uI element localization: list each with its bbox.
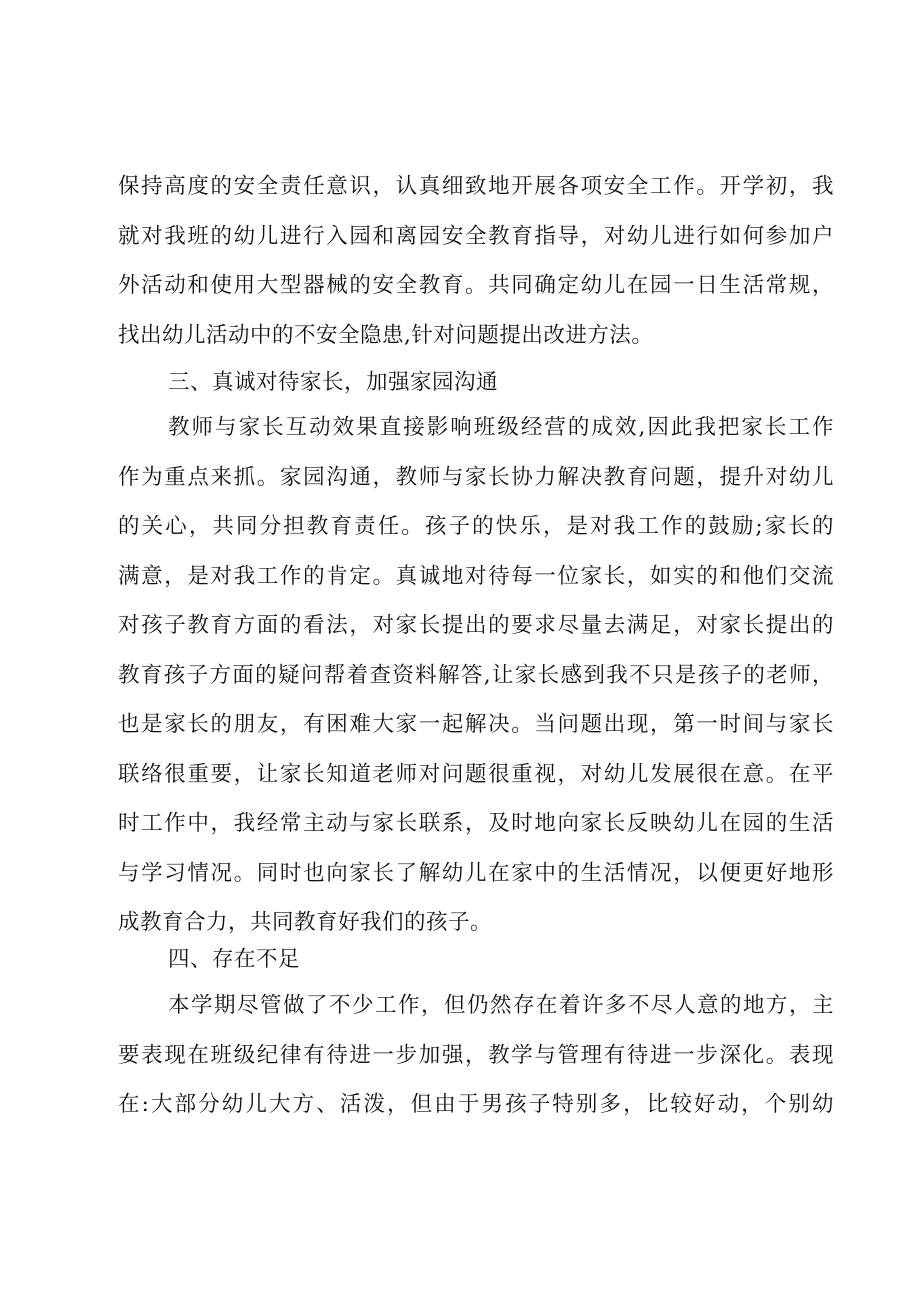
text-line: 对孩子教育方面的看法，对家长提出的要求尽量去满足，对家长提出的 bbox=[118, 613, 834, 638]
text-line: 教师与家长互动效果直接影响班级经营的成效,因此我把家长工作 bbox=[168, 415, 834, 440]
text-line: 教育孩子方面的疑问帮着查资料解答,让家长感到我不只是孩子的老师， bbox=[118, 662, 834, 688]
text-line: 与学习情况。同时也向家长了解幼儿在家中的生活情况，以便更好地形 bbox=[118, 860, 834, 886]
section-heading-three bbox=[118, 358, 834, 408]
section-heading-four bbox=[118, 935, 834, 985]
text-line: 在:大部分幼儿大方、活泼，但由于男孩子特别多，比较好动，个别幼 bbox=[118, 1092, 834, 1117]
text-line: 要表现在班级纪律有待进一步加强，教学与管理有待进一步深化。表现 bbox=[118, 1042, 834, 1068]
text-line: 的关心，共同分担教育责任。孩子的快乐，是对我工作的鼓励;家长的 bbox=[118, 514, 834, 539]
text-line: 保持高度的安全责任意识，认真细致地开展各项安全工作。开学初，我 bbox=[118, 174, 834, 199]
text-line: 本学期尽管做了不少工作，但仍然存在着许多不尽人意的地方，主 bbox=[168, 993, 834, 1018]
heading-text: 三、真诚对待家长，加强家园沟通 bbox=[168, 370, 499, 395]
parents-paragraph bbox=[118, 403, 834, 948]
text-line: 联络很重要，让家长知道老师对问题很重视，对幼儿发展很在意。在平 bbox=[118, 761, 834, 787]
text-line: 成教育合力，共同教育好我们的孩子。 bbox=[118, 910, 493, 935]
safety-paragraph bbox=[118, 162, 834, 360]
text-line: 找出幼儿活动中的不安全隐患,针对问题提出改进方法。 bbox=[118, 322, 654, 348]
text-line: 作为重点来抓。家园沟通，教师与家长协力解决教育问题，提升对幼儿 bbox=[118, 464, 834, 490]
heading-text: 四、存在不足 bbox=[168, 947, 301, 972]
text-line: 满意，是对我工作的肯定。真诚地对待每一位家长，如实的和他们交流 bbox=[118, 563, 834, 589]
text-line: 时工作中，我经常主动与家长联系，及时地向家长反映幼儿在园的生活 bbox=[118, 811, 834, 836]
text-line: 外活动和使用大型器械的安全教育。共同确定幼儿在园一日生活常规， bbox=[118, 273, 834, 298]
text-line: 也是家长的朋友，有困难大家一起解决。当问题出现，第一时间与家长 bbox=[118, 712, 834, 737]
shortcomings-paragraph bbox=[118, 981, 834, 1130]
text-line: 就对我班的幼儿进行入园和离园安全教育指导，对幼儿进行如何参加户 bbox=[118, 223, 834, 249]
